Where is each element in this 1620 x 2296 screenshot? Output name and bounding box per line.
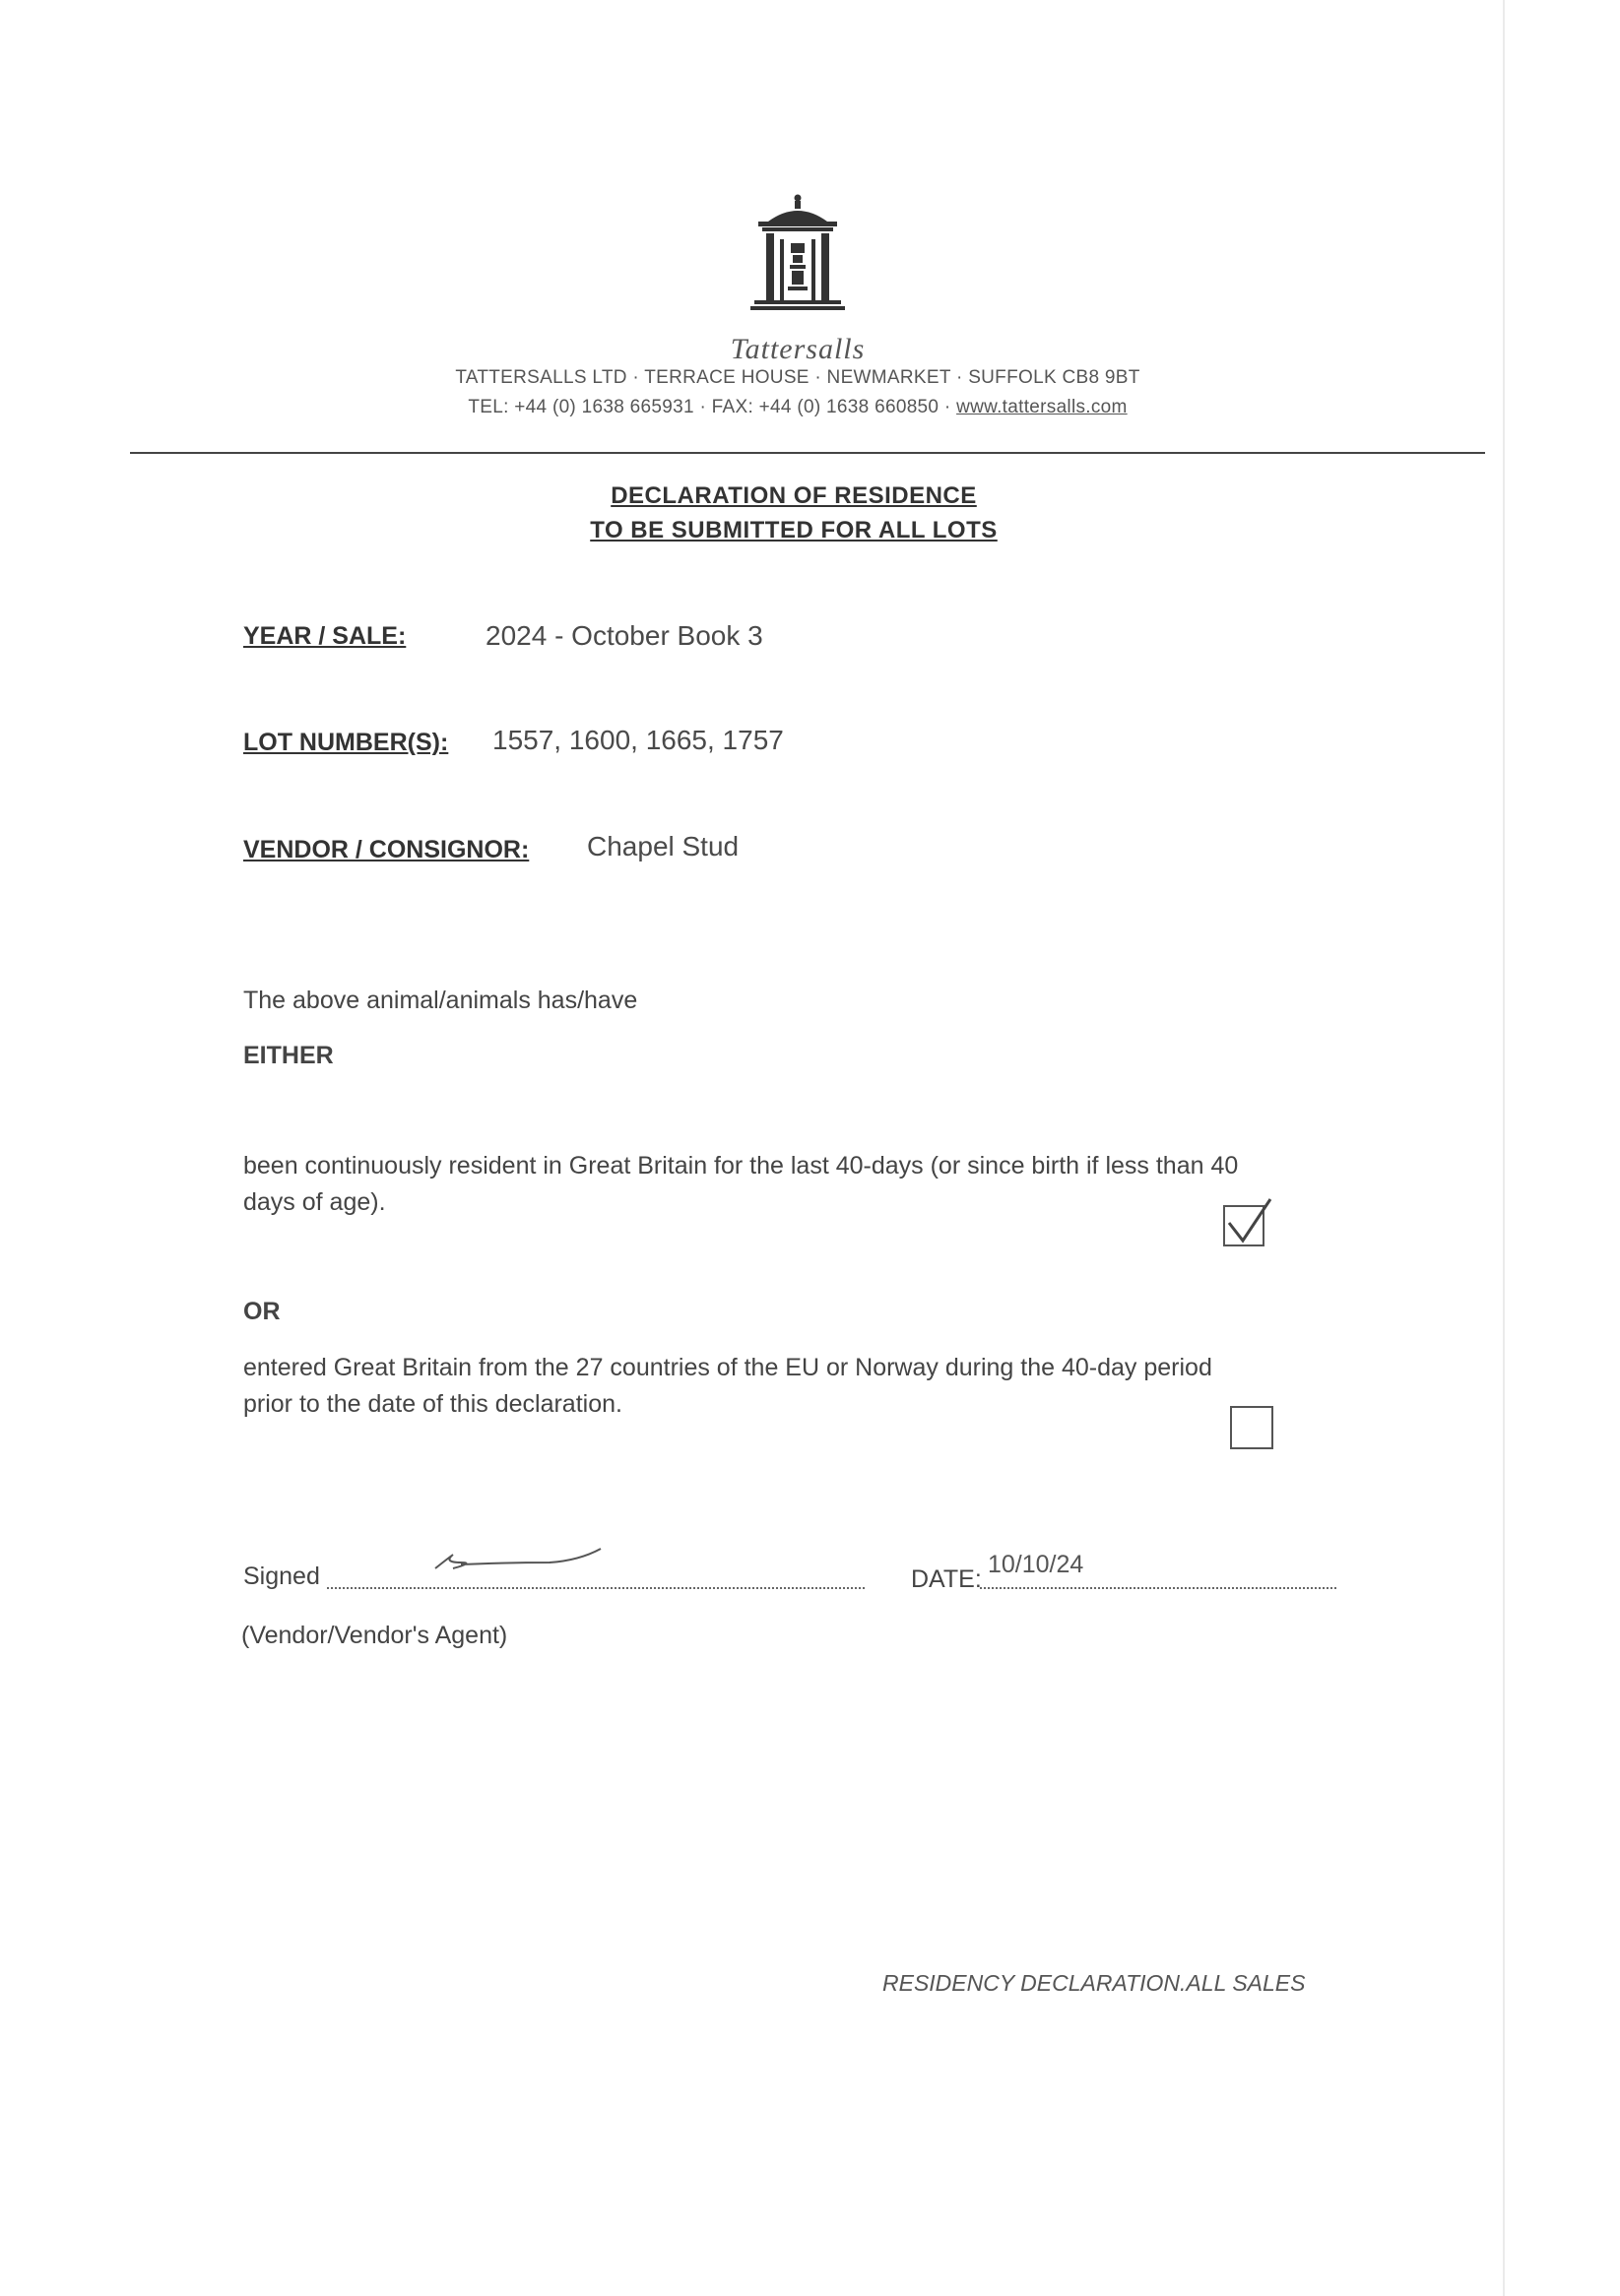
document-title: DECLARATION OF RESIDENCE xyxy=(611,482,977,509)
intro-text: The above animal/animals has/have xyxy=(243,987,638,1014)
option2-text xyxy=(243,1350,1376,1423)
year-sale-value: 2024 - October Book 3 xyxy=(486,620,763,651)
vendor-agent-note: (Vendor/Vendor's Agent) xyxy=(241,1622,508,1649)
year-sale-label: YEAR / SALE: xyxy=(243,622,407,650)
option1-line2: days of age). xyxy=(243,1188,386,1216)
handwritten-signature xyxy=(431,1539,609,1578)
signature-line[interactable] xyxy=(327,1587,865,1589)
option2-checkbox[interactable] xyxy=(1230,1406,1273,1449)
vendor-value: Chapel Stud xyxy=(587,831,740,861)
brand-name: Tattersalls xyxy=(730,333,866,365)
lot-numbers-value: 1557, 1600, 1665, 1757 xyxy=(492,725,784,755)
option2-line1: entered Great Britain from the 27 countries of the EU or Norway during the 40-day period xyxy=(243,1354,1212,1381)
option1-checkbox[interactable] xyxy=(1221,1197,1270,1246)
signed-label: Signed xyxy=(243,1563,320,1590)
option1-text xyxy=(243,1148,1376,1221)
pavilion-logo-icon xyxy=(729,192,867,330)
checkmark-icon xyxy=(1221,1193,1280,1252)
or-label: OR xyxy=(243,1298,281,1325)
date-value: 10/10/24 xyxy=(988,1551,1084,1578)
vendor-label: VENDOR / CONSIGNOR: xyxy=(243,836,530,863)
option2-line2: prior to the date of this declaration. xyxy=(243,1390,622,1418)
header-divider xyxy=(130,452,1485,454)
website-link[interactable]: www.tattersalls.com xyxy=(956,397,1128,417)
company-address: TATTERSALLS LTD · TERRACE HOUSE · NEWMARKET · SUFFOLK CB8 9BT xyxy=(455,367,1140,388)
either-label: EITHER xyxy=(243,1042,334,1069)
document-subtitle: TO BE SUBMITTED FOR ALL LOTS xyxy=(590,517,998,543)
date-line[interactable] xyxy=(980,1587,1336,1589)
form-footer-name: RESIDENCY DECLARATION.ALL SALES xyxy=(882,1970,1306,1996)
contact-numbers: TEL: +44 (0) 1638 665931 · FAX: +44 (0) 1638 660850 · xyxy=(468,397,957,417)
company-contact xyxy=(0,397,1595,418)
date-label: DATE: xyxy=(911,1565,982,1593)
lot-numbers-label: LOT NUMBER(S): xyxy=(243,729,449,756)
option1-line1: been continuously resident in Great Britain for the last 40-days (or since birth if less than 40 xyxy=(243,1152,1239,1180)
